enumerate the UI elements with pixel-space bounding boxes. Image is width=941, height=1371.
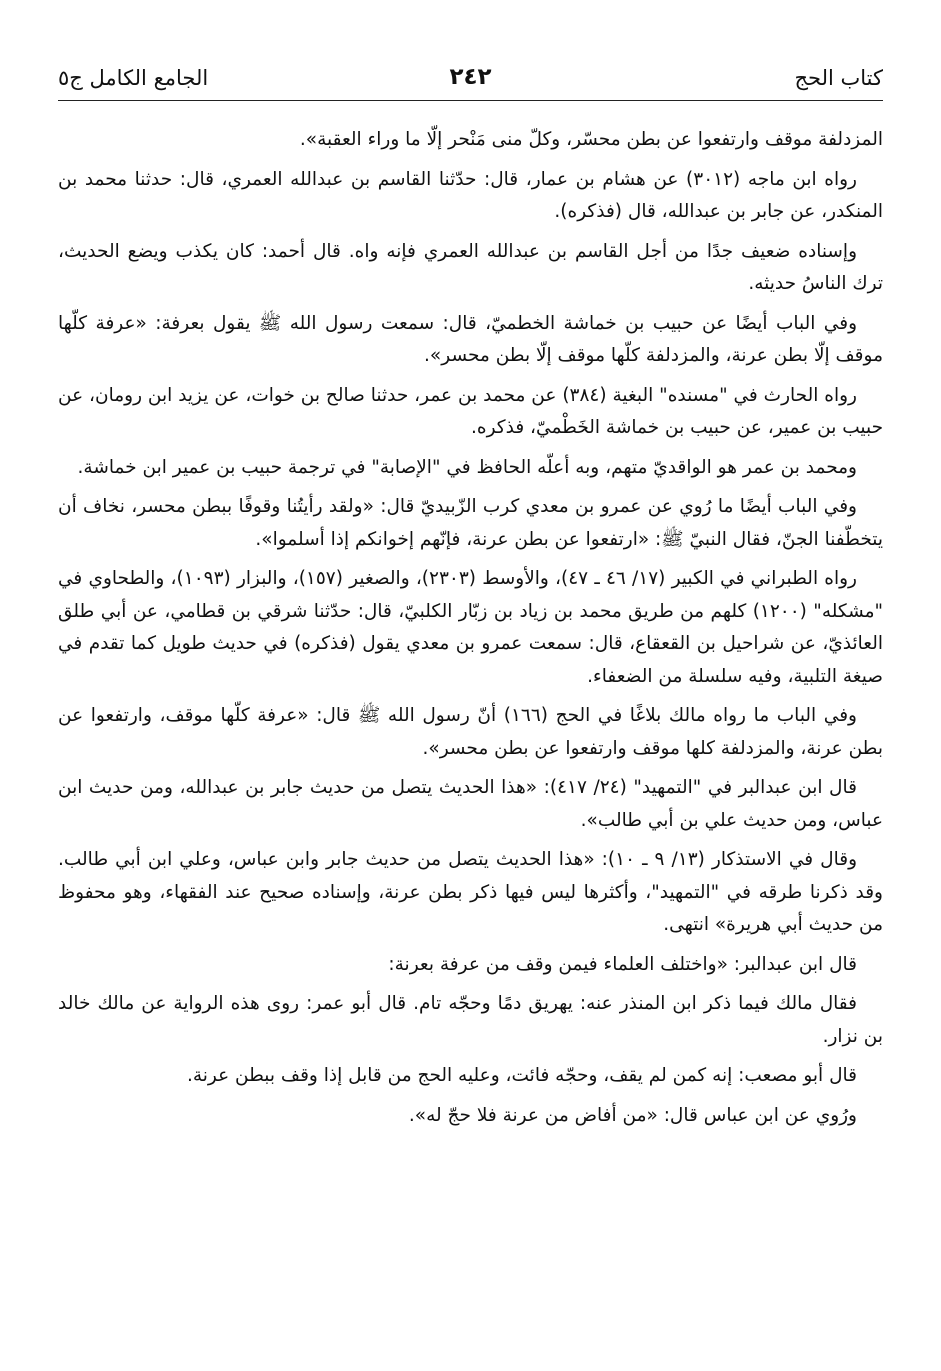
paragraph: المزدلفة موقف وارتفعوا عن بطن محسّر، وكلّ منى مَنْحر إلّا ما وراء العقبة». (299, 129, 883, 150)
paragraph: قال أبو مصعب: إنه كمن لم يقف، وحجّه فائت، وعليه الحج من قابل إذا وقف ببطن عرنة. (186, 1065, 857, 1086)
paragraph: وفي الباب ما رواه مالك بلاغًا في الحج (١٦٦) أنّ رسول الله ﷺ قال: «عرفة كلّها موقف، وارتفعوا عن بطن عرنة، والمزدلفة كلها موقف وارتفعوا عن بطن محسر». (58, 705, 883, 759)
paragraph: وقال في الاستذكار (١٣/ ٩ ـ ١٠): «هذا الحديث يتصل من حديث جابر وابن عباس، وعلي ابن أبي طالب. وقد ذكرنا طرقه في "التمهيد"، وأكثرها ليس فيها ذكر بطن عرنة، وإسناده صحيح عند الفقهاء، وهو محفوظ من حديث أبي هريرة» انتهى. (58, 849, 883, 935)
paragraph: ومحمد بن عمر هو الواقديّ متهم، وبه أعلّه الحافظ في "الإصابة" في ترجمة حبيب بن عمير ابن خماشة. (77, 456, 857, 478)
paragraph: رواه الطبراني في الكبير (١٧/ ٤٦ ـ ٤٧)، والأوسط (٢٣٠٣)، والصغير (١٥٧)، والبزار (١٠٩٣)، والطحاوي في "مشكله" (١٢٠٠) كلهم من طريق محمد بن زياد بن زبّار الكلبيّ، قال: حدّثنا شرقي بن قطامي، عن أبي طلق العائذيّ، عن شراحيل بن القعقاع، قال: سمعت عمرو بن معدي يقول (فذكره) في حديث طويل كما تقدم في صيغة التلبية، وفيه سلسلة من الضعفاء. (58, 568, 883, 687)
page-number: ٢٤٢ (449, 64, 492, 90)
page-body (58, 124, 883, 1139)
paragraph: رواه ابن ماجه (٣٠١٢) عن هشام بن عمار، قال: حدّثنا القاسم بن عبدالله العمري، قال: حدثنا محمد بن المنكدر، عن جابر بن عبدالله، قال (فذكره). (58, 168, 883, 222)
paragraph: رواه الحارث في "مسنده" البغية (٣٨٤) عن محمد بن عمر، حدثنا صالح بن خوات، عن يزيد ابن رومان، عن حبيب بن عمير، عن حبيب بن خماشة الخَطْميّ، فذكره. (58, 384, 883, 438)
paragraph: ورُوي عن ابن عباس قال: «من أفاض من عرنة فلا حجّ له». (408, 1104, 857, 1126)
paragraph: قال ابن عبدالبر: «واختلف العلماء فيمن وقف من عرفة بعرنة: (388, 953, 857, 975)
page-header (58, 50, 883, 101)
paragraph: وفي الباب أيضًا ما رُوي عن عمرو بن معدي كرب الزّبيديّ قال: «ولقد رأيتُنا وقوفًا ببطن محسر، نخاف أن يتخطّفنا الجنّ، فقال النبيّ ﷺ: «ارتفعوا عن بطن عرنة، فإنّهم إخوانكم إذا أسلموا». (58, 496, 883, 550)
series-title: الجامع الكامل ج٥ (58, 66, 209, 90)
paragraph: قال ابن عبدالبر في "التمهيد" (٢٤/ ٤١٧): «هذا الحديث يتصل من حديث جابر بن عبدالله، ومن حديث ابن عباس، ومن حديث علي بن أبي طالب». (58, 777, 883, 831)
paragraph: فقال مالك فيما ذكر ابن المنذر عنه: يهريق دمًا وحجّه تام. قال أبو عمر: روى هذه الرواية عن مالك خالد بن نزار. (58, 993, 883, 1047)
paragraph: وفي الباب أيضًا عن حبيب بن خماشة الخطميّ، قال: سمعت رسول الله ﷺ يقول بعرفة: «عرفة كلّها موقف إلّا بطن عرنة، والمزدلفة كلّها موقف إلّا بطن محسر». (58, 312, 883, 366)
paragraph: وإسناده ضعيف جدًا من أجل القاسم بن عبدالله العمري فإنه واه. قال أحمد: كان يكذب ويضع الحديث، ترك الناسُ حديثه. (58, 240, 883, 294)
book-title: كتاب الحج (794, 66, 883, 90)
